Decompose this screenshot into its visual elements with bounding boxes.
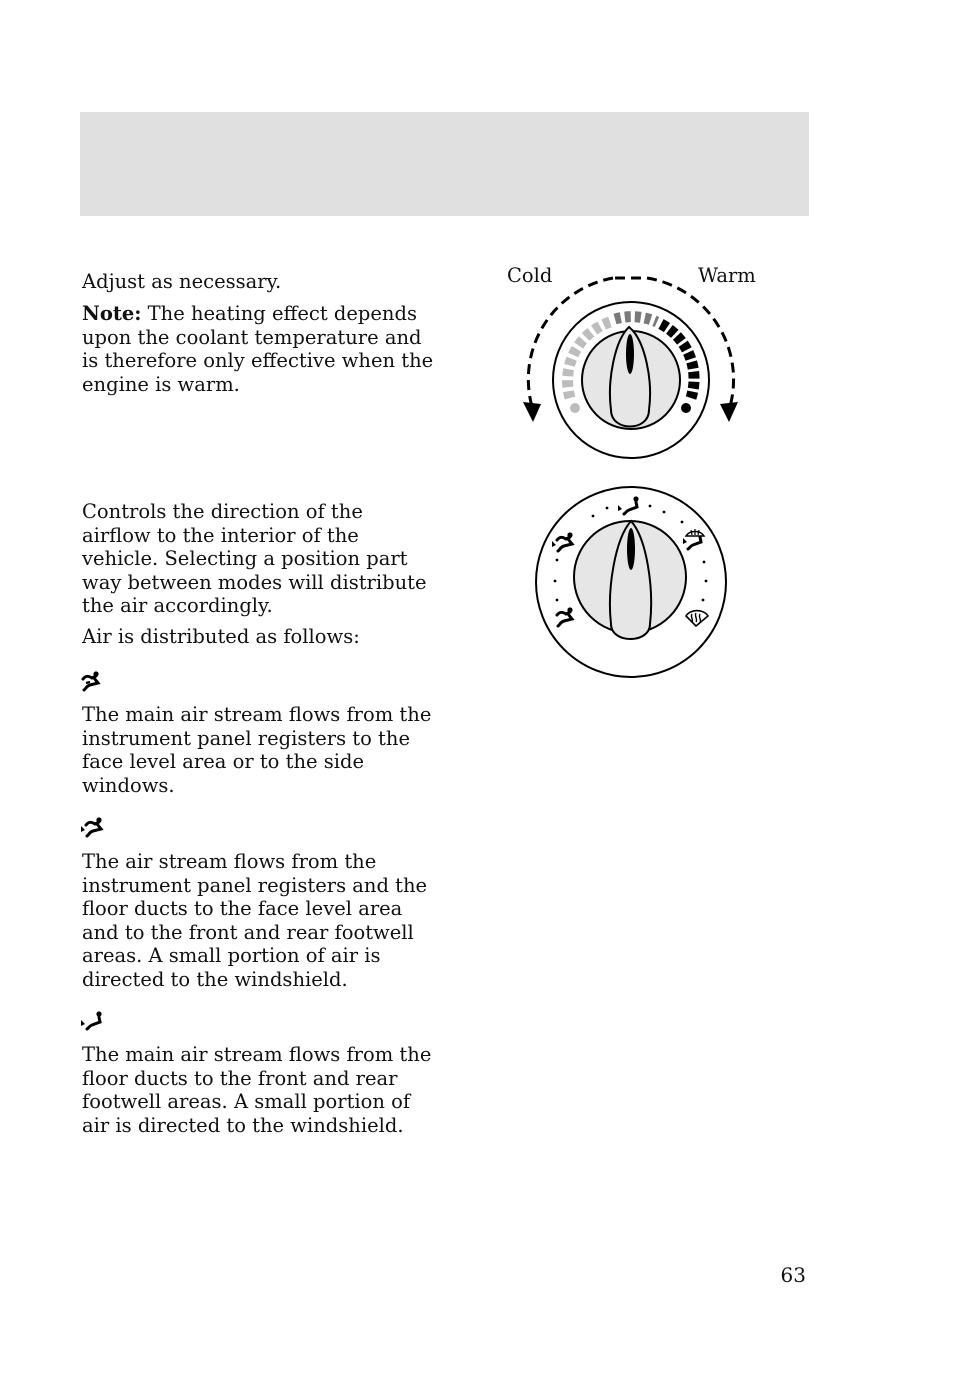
temperature-knob-figure: [515, 270, 750, 465]
mode-2-text: The air stream flows from the instrument panel registers and the floor ducts to the face level area and to the front and rear footwell areas. A small portion of air is directed to the windshield.: [82, 850, 428, 991]
floor-vent-icon: [80, 1011, 106, 1033]
mode-3-text: The main air stream flows from the floor ducts to the front and rear footwell areas. A small portion of air is directed to the windshield.: [82, 1043, 432, 1137]
air-distribution-intro: Controls the direction of the airflow to the interior of the vehicle. Selecting a position part way between modes will distribute the air accordingly.: [82, 500, 427, 617]
mode-1-text: The main air stream flows from the instrument panel registers to the face level area or to the side windows.: [82, 703, 432, 797]
adjust-text: Adjust as necessary.: [82, 270, 282, 293]
note-paragraph: [82, 302, 437, 396]
note-text: The heating effect depends upon the coolant temperature and is therefore only effective when the engine is warm.: [82, 302, 434, 396]
cold-label: Cold: [507, 264, 553, 287]
warm-label: Warm: [698, 264, 756, 287]
mode-knob-figure: [533, 484, 729, 680]
face-floor-vent-icon: [80, 817, 106, 839]
note-label: Note:: [82, 302, 142, 325]
page-number: 63: [780, 1263, 806, 1287]
air-distributed-label: Air is distributed as follows:: [82, 625, 360, 648]
mode-knob-indicator: [627, 528, 635, 570]
header-band: [80, 112, 809, 216]
temperature-knob-indicator: [626, 334, 634, 374]
face-vent-icon: [80, 671, 104, 693]
